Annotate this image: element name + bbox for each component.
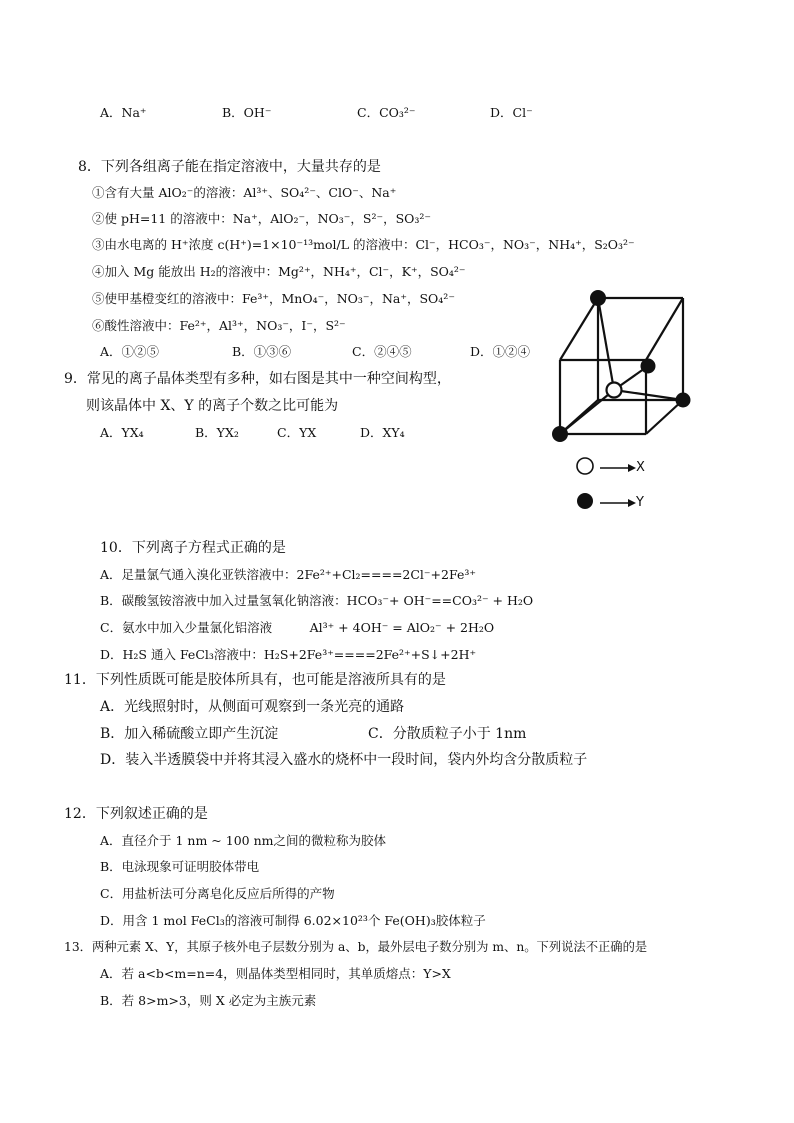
legend-x-circle [577, 458, 593, 474]
q8-option-b: B．①③⑥ [232, 344, 292, 359]
q13-stem: 13．两种元素 X、Y，其原子核外电子层数分别为 a、b，最外层电子数分别为 m、n。下列说法不正确的是 [64, 940, 648, 954]
q8-item-2: ②使 pH=11 的溶液中：Na⁺，AlO₂⁻，NO₃⁻，S²⁻，SO₃²⁻ [92, 211, 431, 226]
q12-option-a: A．直径介于 1 nm ~ 100 nm之间的微粒称为胶体 [100, 833, 386, 848]
q11-option-d: D．装入半透膜袋中并将其浸入盛水的烧杯中一段时间，袋内外均含分散质粒子 [100, 752, 588, 768]
y-ion-dot [552, 426, 568, 442]
q12-stem: 12．下列叙述正确的是 [64, 806, 208, 822]
q8-item-6: ⑥酸性溶液中：Fe²⁺，Al³⁺，NO₃⁻，I⁻，S²⁻ [92, 318, 346, 333]
q9-option-d: D．XY₄ [360, 425, 405, 440]
q10-option-c: C．氨水中加入少量氯化铝溶液 Al³⁺ + 4OH⁻ = AlO₂⁻ + 2H₂O [100, 620, 495, 635]
q7-option-a: A．Na⁺ [100, 105, 147, 120]
q11-option-c: C．分散质粒子小于 1nm [368, 726, 527, 742]
q12-option-d: D．用含 1 mol FeCl₃的溶液可制得 6.02×10²³个 Fe(OH)₃胶体粒子 [100, 913, 486, 928]
q11-option-b: B．加入稀硫酸立即产生沉淀 [100, 726, 279, 742]
q9-stem-line2: 则该晶体中 X、Y 的离子个数之比可能为 [86, 398, 339, 414]
q12-option-c: C．用盐析法可分离皂化反应后所得的产物 [100, 886, 335, 901]
q8-stem: 8．下列各组离子能在指定溶液中，大量共存的是 [78, 159, 381, 175]
q10-option-a: A．足量氯气通入溴化亚铁溶液中：2Fe²⁺+Cl₂====2Cl⁻+2Fe³⁺ [100, 567, 476, 582]
q10-stem: 10．下列离子方程式正确的是 [100, 540, 286, 556]
q9-option-b: B．YX₂ [195, 425, 239, 440]
q7-option-d: D．Cl⁻ [490, 105, 533, 120]
q8-item-3: ③由水电离的 H⁺浓度 c(H⁺)=1×10⁻¹³mol/L 的溶液中：Cl⁻，HCO₃⁻，NO₃⁻，NH₄⁺，S₂O₃²⁻ [92, 237, 635, 252]
y-ion-dot [641, 359, 656, 374]
q9-stem-line1: 9．常见的离子晶体类型有多种，如右图是其中一种空间构型， [64, 371, 451, 387]
legend-x-label: X [636, 460, 645, 475]
q8-option-c: C．②④⑤ [352, 344, 412, 359]
q7-option-c: C．CO₃²⁻ [357, 105, 416, 120]
q11-stem: 11．下列性质既可能是胶体所具有，也可能是溶液所具有的是 [64, 672, 446, 688]
q13-option-b: B．若 8>m>3，则 X 必定为主族元素 [100, 993, 317, 1008]
q11-option-a: A．光线照射时，从侧面可观察到一条光亮的通路 [100, 699, 405, 715]
crystal-structure-figure [548, 288, 698, 518]
q10-option-d: D．H₂S 通入 FeCl₃溶液中：H₂S+2Fe³⁺====2Fe²⁺+S↓+2H⁺ [100, 647, 477, 662]
q8-option-a: A．①②⑤ [100, 344, 160, 359]
q8-option-d: D．①②④ [470, 344, 531, 359]
crystal-cube-diagram [548, 288, 698, 518]
q8-item-4: ④加入 Mg 能放出 H₂的溶液中：Mg²⁺，NH₄⁺，Cl⁻，K⁺，SO₄²⁻ [92, 264, 466, 279]
q12-option-b: B．电泳现象可证明胶体带电 [100, 859, 260, 874]
q9-option-a: A．YX₄ [100, 425, 144, 440]
q9-option-c: C．YX [277, 425, 317, 440]
q7-option-b: B．OH⁻ [222, 105, 272, 120]
legend-y-dot [577, 493, 593, 509]
q10-option-b: B．碳酸氢铵溶液中加入过量氢氧化钠溶液：HCO₃⁻+ OH⁻==CO₃²⁻ + H₂O [100, 593, 534, 608]
y-ion-dot [590, 290, 606, 306]
q13-option-a: A．若 a<b<m=n=4，则晶体类型相同时，其单质熔点：Y>X [100, 966, 451, 981]
q8-item-1: ①含有大量 AlO₂⁻的溶液：Al³⁺、SO₄²⁻、ClO⁻、Na⁺ [92, 185, 397, 200]
y-ion-dot [676, 393, 691, 408]
x-ion-circle [607, 383, 622, 398]
q8-item-5: ⑤使甲基橙变红的溶液中：Fe³⁺，MnO₄⁻，NO₃⁻，Na⁺，SO₄²⁻ [92, 291, 455, 306]
legend-y-label: Y [636, 495, 644, 510]
